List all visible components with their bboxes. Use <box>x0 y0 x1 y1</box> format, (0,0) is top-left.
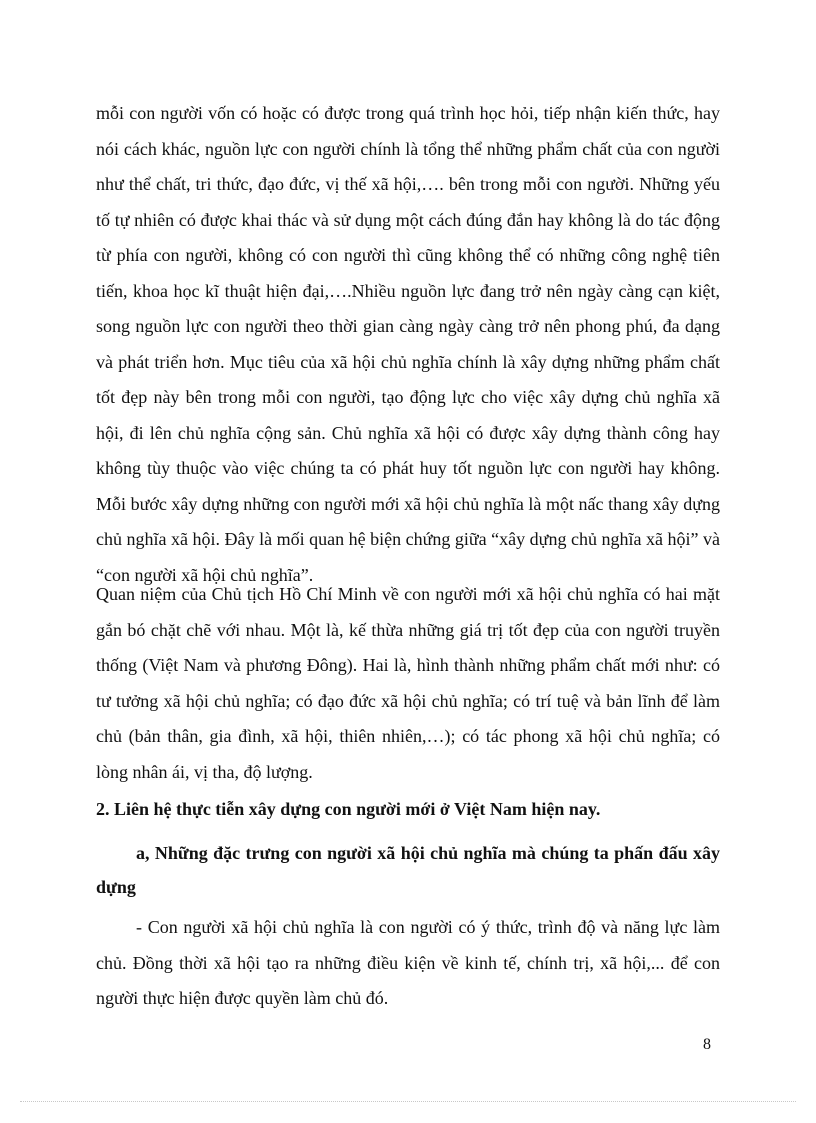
ho-chi-minh-concept-paragraph: Quan niệm của Chủ tịch Hồ Chí Minh về con người mới xã hội chủ nghĩa có hai mặt gắn bó chặt chẽ với nhau. Một là, kế thừa những giá trị tốt đẹp của con người truyền thống (Việt Nam và phương Đông). Hai là, hình thành những phẩm chất mới như: có tư tưởng xã hội chủ nghĩa; có đạo đức xã hội chủ nghĩa; có trí tuệ và bản lĩnh để làm chủ (bản thân, gia đình, xã hội, thiên nhiên,…); có tác phong xã hội chủ nghĩa; có lòng nhân ái, vị tha, độ lượng. <box>96 584 720 782</box>
subsection-heading: a, Những đặc trưng con người xã hội chủ nghĩa mà chúng ta phấn đấu xây dựng <box>96 843 720 897</box>
characteristics-paragraph: - Con người xã hội chủ nghĩa là con người có ý thức, trình độ và năng lực làm chủ. Đồng thời xã hội tạo ra những điều kiện về kinh tế, chính trị, xã hội,... để con người thực hiện được quyền làm chủ đó. <box>96 917 720 1008</box>
section-heading: 2. Liên hệ thực tiễn xây dựng con người mới ở Việt Nam hiện nay. <box>96 799 601 819</box>
page-number: 8 <box>703 1036 711 1053</box>
page-bottom-divider <box>20 1101 796 1102</box>
intro-paragraph: mỗi con người vốn có hoặc có được trong quá trình học hỏi, tiếp nhận kiến thức, hay nói cách khác, nguồn lực con người chính là tổng thể những phẩm chất của con người như thể chất, tri thức, đạo đức, vị thế xã hội,…. bên trong mỗi con người. Những yếu tố tự nhiên có được khai thác và sử dụng một cách đúng đắn hay không là do tác động từ phía con người, không có con người thì cũng không thể có những công nghệ tiên tiến, khoa học kĩ thuật hiện đại,….Nhiều nguồn lực đang trở nên ngày càng cạn kiệt, song nguồn lực con người theo thời gian càng ngày càng trở nên phong phú, đa dạng và phát triển hơn. Mục tiêu của xã hội chủ nghĩa chính là xây dựng những phẩm chất tốt đẹp này bên trong mỗi con người, tạo động lực cho việc xây dựng chủ nghĩa xã hội, đi lên chủ nghĩa cộng sản. Chủ nghĩa xã hội có được xây dựng thành công hay không tùy thuộc vào việc chúng ta có phát huy tốt nguồn lực con người hay không. Mỗi bước xây dựng những con người mới xã hội chủ nghĩa là một nấc thang xây dựng chủ nghĩa xã hội. Đây là mối quan hệ biện chứng giữa “xây dựng chủ nghĩa xã hội” và “con người xã hội chủ nghĩa”. <box>96 103 720 585</box>
